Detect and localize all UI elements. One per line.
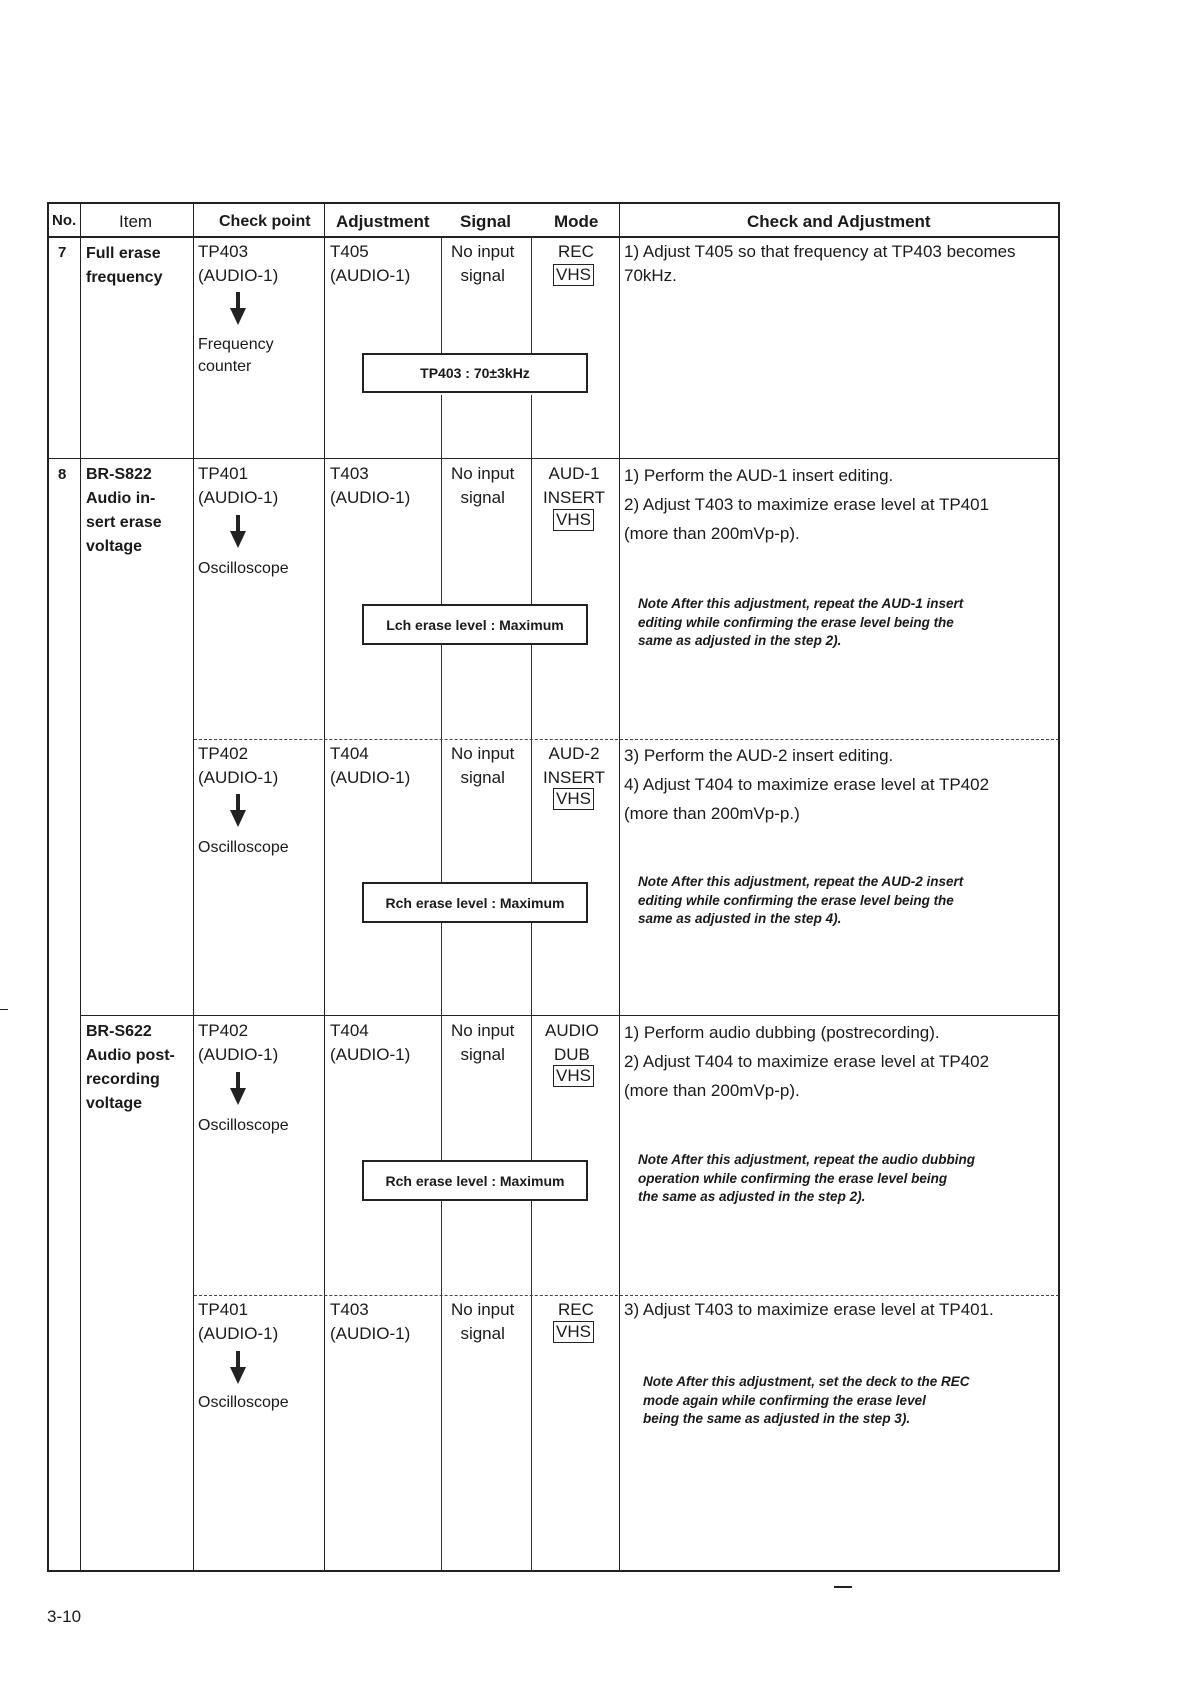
col-divider-short (441, 459, 442, 604)
vhs-badge: VHS (553, 264, 594, 286)
check-steps: 1) Perform the AUD-1 insert editing. 2) Adjust T403 to maximize erase level at TP401 (more than 200mVp-p). (624, 466, 990, 543)
check-point-source: TP401 (AUDIO-1) (198, 1300, 279, 1343)
check-steps: 3) Adjust T403 to maximize erase level at TP401. (624, 1300, 994, 1319)
col-divider-short (441, 1201, 442, 1295)
row-rule (81, 1015, 1059, 1016)
mode-value: AUDIO DUB (545, 1021, 599, 1064)
down-arrow-icon (228, 1072, 248, 1106)
vhs-badge: VHS (553, 1065, 594, 1087)
col-divider-short (531, 1016, 532, 1160)
row-number: 7 (58, 244, 67, 261)
col-divider-short (531, 237, 532, 355)
check-point-instrument: Oscilloscope (198, 560, 289, 577)
check-point-instrument: Oscilloscope (198, 839, 289, 856)
check-steps: 1) Perform audio dubbing (postrecording). 2) Adjust T404 to maximize erase level at TP402 (more than 200mVp-p). (624, 1023, 990, 1100)
check-steps: 1) Adjust T405 so that frequency at TP403 becomes 70kHz. (624, 242, 1016, 285)
target-value-box: Rch erase level : Maximum (362, 1160, 588, 1201)
col-divider-short (441, 395, 442, 458)
header-check-point: Check point (219, 213, 311, 230)
row-rule (48, 458, 1059, 459)
down-arrow-icon (228, 794, 248, 828)
header-item: Item (119, 212, 153, 231)
col-divider-short (531, 645, 532, 739)
col-divider (80, 203, 81, 1571)
down-arrow-icon (228, 292, 248, 326)
target-value-box: TP403 : 70±3kHz (362, 353, 588, 393)
adjustment-point: T404 (AUDIO-1) (330, 744, 411, 787)
col-divider-short (531, 395, 532, 458)
item-name: BR-S822 Audio in- sert erase voltage (86, 466, 162, 555)
col-divider-short (531, 740, 532, 882)
check-point-source: TP402 (AUDIO-1) (198, 744, 279, 787)
check-point-instrument: Oscilloscope (198, 1117, 289, 1134)
vhs-badge: VHS (553, 788, 594, 810)
adjustment-point: T405 (AUDIO-1) (330, 242, 411, 285)
check-point-source: TP402 (AUDIO-1) (198, 1021, 279, 1064)
header-signal: Signal (460, 212, 512, 231)
header-no: No. (52, 212, 77, 229)
target-value-box: Rch erase level : Maximum (362, 882, 588, 923)
mode-value: REC (558, 1300, 594, 1319)
header-rule (48, 236, 1059, 238)
col-divider-short (441, 237, 442, 355)
adjustment-point: T404 (AUDIO-1) (330, 1021, 411, 1064)
down-arrow-icon (228, 515, 248, 549)
note-text: Note After this adjustment, repeat the AUD-2 insert editing while confirming the erase level being the same as adjusted in the step 4). (638, 874, 964, 927)
adjustment-point: T403 (AUDIO-1) (330, 464, 411, 507)
item-name: Full erase frequency (86, 245, 163, 286)
check-steps: 3) Perform the AUD-2 insert editing. 4) Adjust T404 to maximize erase level at TP402 (more than 200mVp-p.) (624, 746, 990, 823)
scan-mark (0, 1009, 8, 1010)
down-arrow-icon (228, 1351, 248, 1385)
col-divider (324, 203, 325, 1571)
sub-row-rule (194, 1295, 1059, 1296)
header-mode: Mode (554, 212, 599, 231)
col-divider-short (531, 459, 532, 604)
item-name: BR-S622 Audio post- recording voltage (86, 1023, 175, 1112)
note-text: Note After this adjustment, repeat the AUD-1 insert editing while confirming the erase level being the same as adjusted in the step 2). (638, 596, 964, 649)
col-divider-short (441, 645, 442, 739)
header-adjustment: Adjustment (336, 212, 430, 231)
header-check-and-adjustment: Check and Adjustment (747, 212, 931, 231)
signal-value: No input signal (451, 744, 515, 787)
vhs-badge: VHS (553, 1321, 594, 1343)
col-divider-short (531, 1201, 532, 1295)
mode-value: AUD-2 INSERT (543, 744, 606, 787)
col-divider-short (531, 923, 532, 1015)
scan-mark (834, 1586, 852, 1588)
mode-value: REC (558, 242, 594, 261)
col-divider-short (441, 923, 442, 1015)
col-divider-short (441, 740, 442, 882)
mode-value: AUD-1 INSERT (543, 464, 606, 507)
col-divider (619, 203, 620, 1571)
target-value-box: Lch erase level : Maximum (362, 604, 588, 645)
col-divider (193, 203, 194, 1571)
adjustment-point: T403 (AUDIO-1) (330, 1300, 411, 1343)
col-divider-short (531, 1296, 532, 1571)
col-divider-short (441, 1016, 442, 1160)
signal-value: No input signal (451, 242, 515, 285)
signal-value: No input signal (451, 464, 515, 507)
check-point-source: TP403 (AUDIO-1) (198, 242, 279, 285)
page-number: 3-10 (47, 1607, 82, 1626)
row-number: 8 (58, 466, 67, 483)
check-point-instrument: Oscilloscope (198, 1394, 289, 1411)
check-point-instrument: Frequency counter (198, 336, 274, 376)
check-point-source: TP401 (AUDIO-1) (198, 464, 279, 507)
note-text: Note After this adjustment, repeat the audio dubbing operation while confirming the erase level being the same as adjusted in the step 2). (638, 1152, 976, 1205)
col-divider-short (441, 1296, 442, 1571)
sub-row-rule (194, 739, 1059, 740)
signal-value: No input signal (451, 1300, 515, 1343)
vhs-badge: VHS (553, 509, 594, 531)
note-text: Note After this adjustment, set the deck to the REC mode again while confirming the erase level being the same as adjusted in the step 3). (643, 1374, 970, 1427)
signal-value: No input signal (451, 1021, 515, 1064)
